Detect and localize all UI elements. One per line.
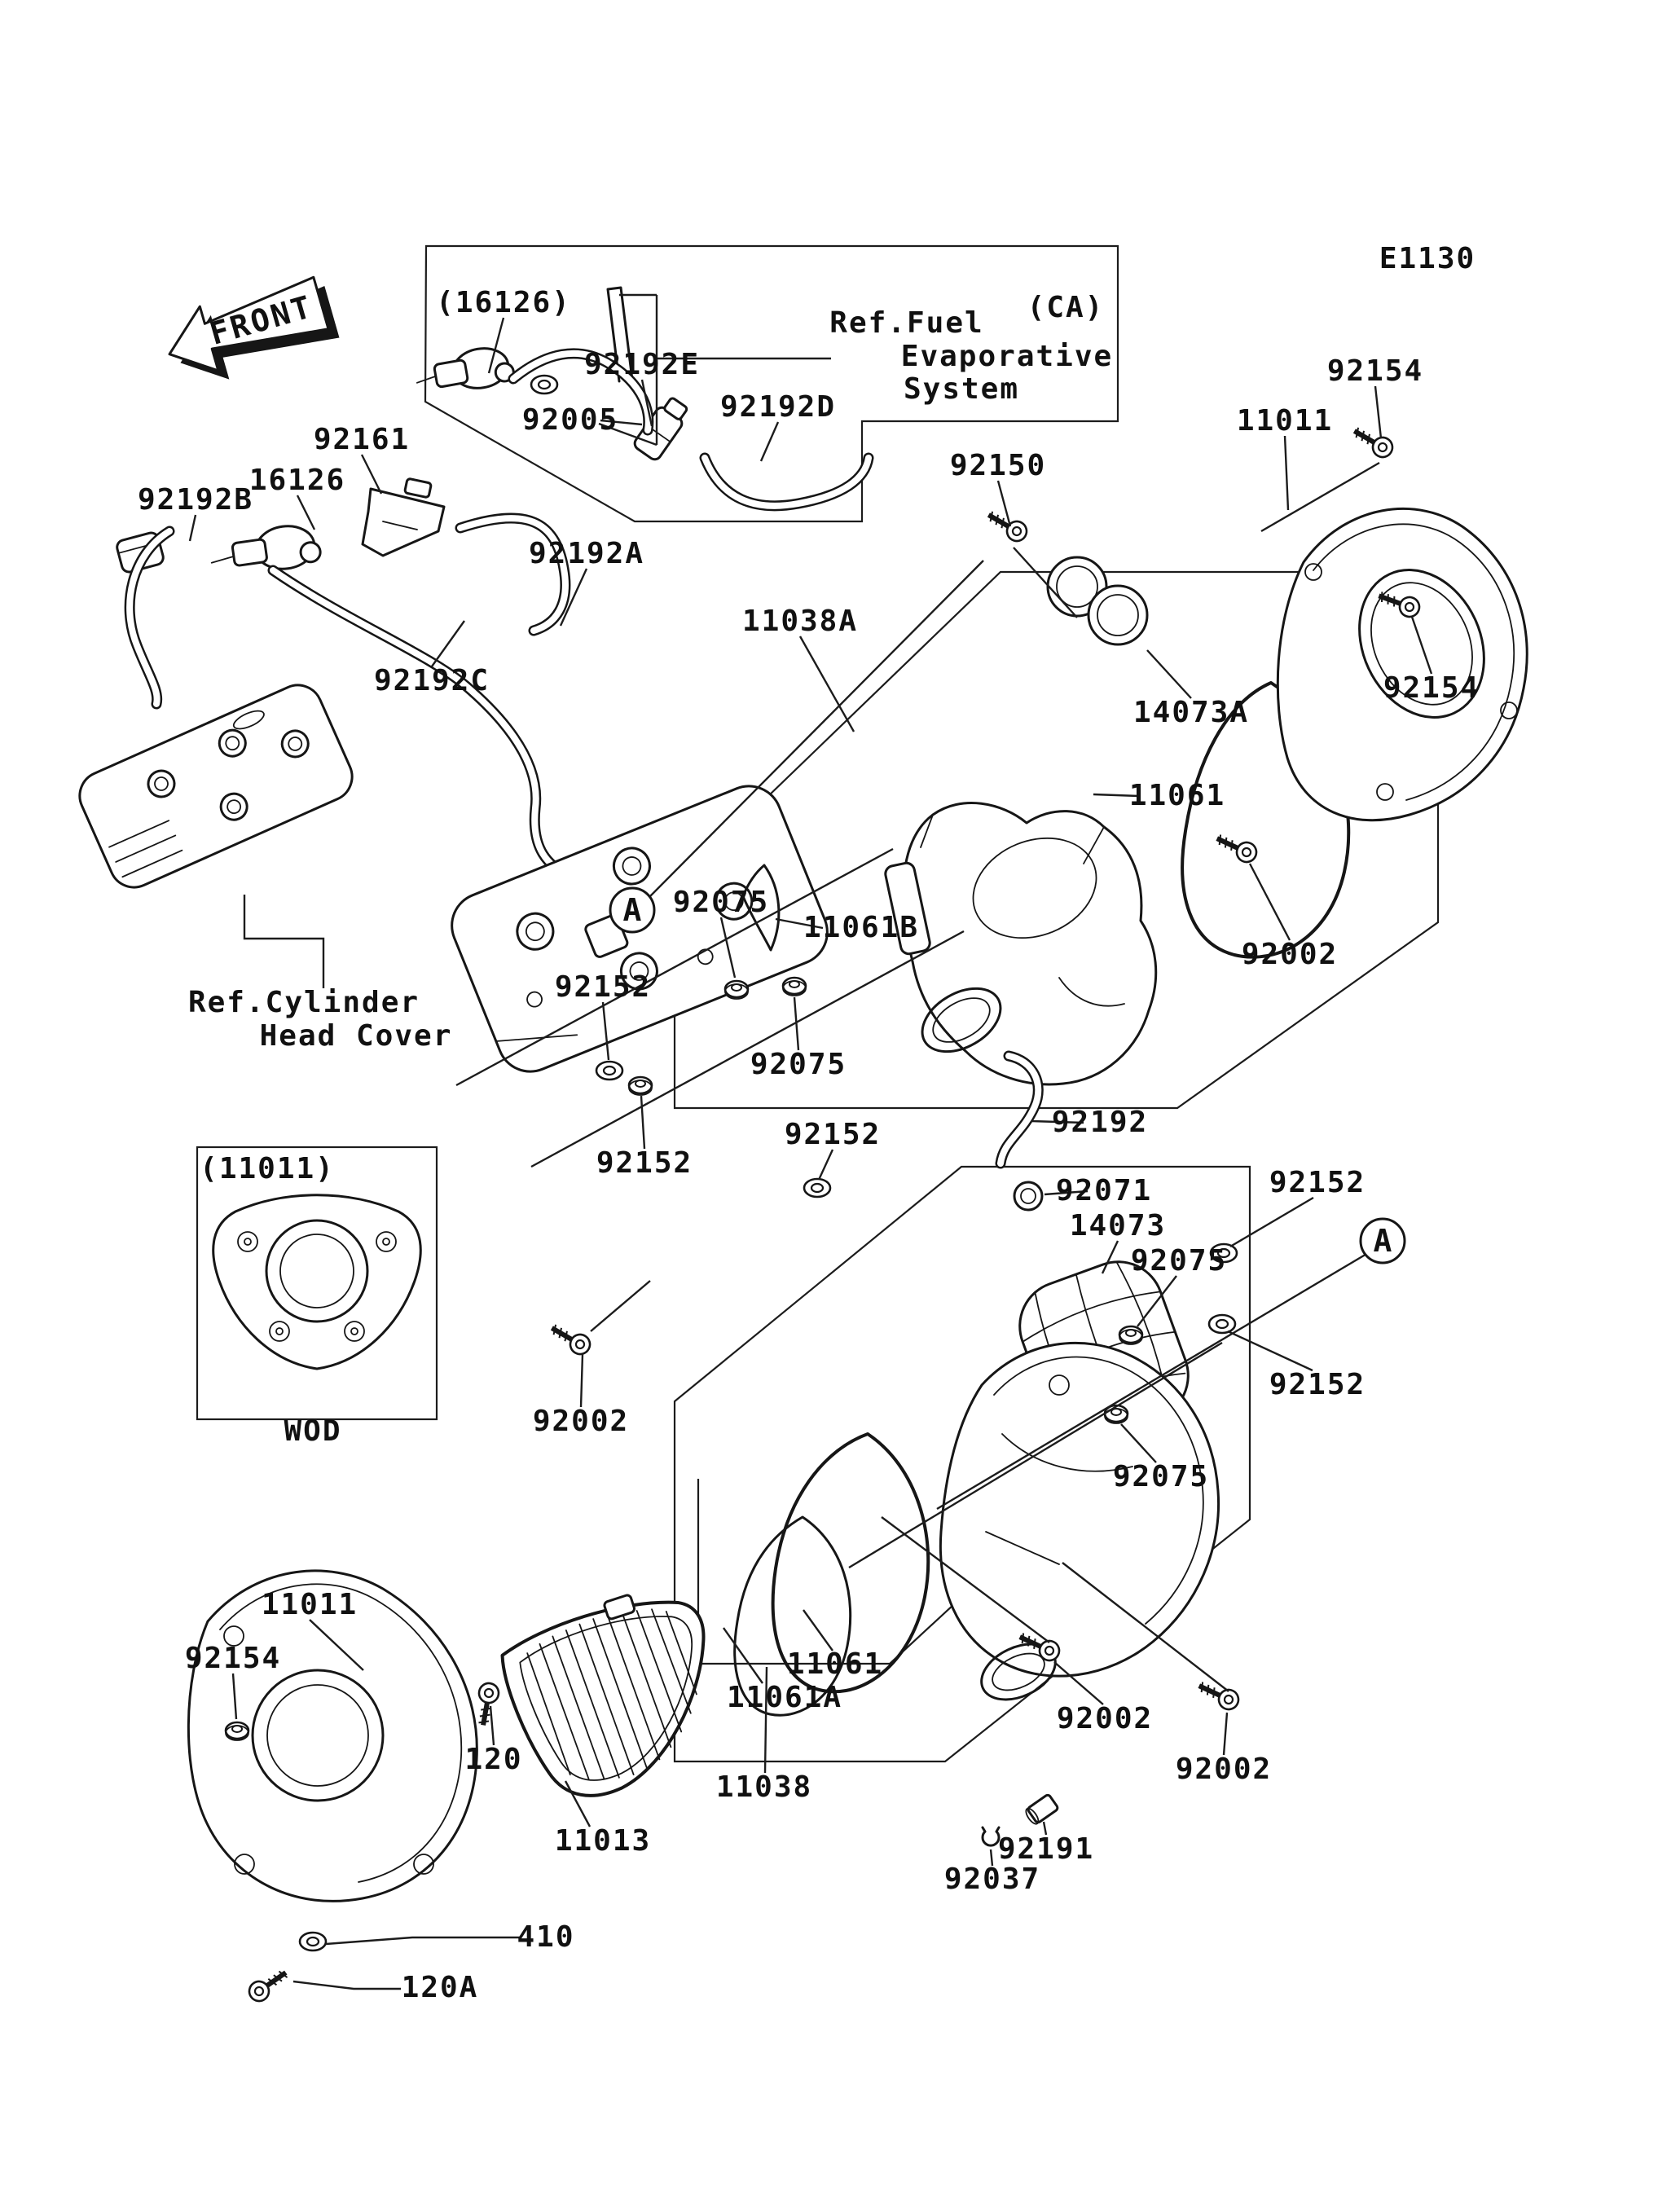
leader-line xyxy=(1375,386,1381,438)
cylinder-head-cover-1 xyxy=(72,677,359,895)
leader-line xyxy=(190,515,196,541)
part-label: 92154 xyxy=(184,1642,282,1675)
air-cleaner-housing-upper-11038A xyxy=(884,803,1156,1084)
part-label: 92192A xyxy=(528,537,645,570)
part-label: 11038A xyxy=(741,605,859,638)
nut-92075-right-icon xyxy=(1119,1326,1142,1344)
part-label: 92075 xyxy=(1112,1460,1210,1493)
part-label: 92192 xyxy=(1051,1106,1149,1139)
nut-92075-icon xyxy=(783,978,806,996)
part-label: 92150 xyxy=(949,449,1047,482)
part-label: 92152 xyxy=(1269,1368,1366,1401)
inset-box-wod xyxy=(197,1147,437,1419)
leader-line xyxy=(1224,1713,1227,1755)
part-label: 120A xyxy=(401,1971,479,2004)
washer-92152-icon xyxy=(596,1062,622,1080)
screw-120A-icon xyxy=(245,1964,291,2004)
fuel-evap-valve-16126-inset xyxy=(413,344,516,399)
part-label: Ref.Cylinder xyxy=(187,986,420,1019)
part-label: 92154 xyxy=(1383,671,1480,705)
bushing-92191-icon xyxy=(1023,1794,1058,1826)
nut-92152-icon xyxy=(629,1077,652,1095)
part-label: Head Cover xyxy=(259,1019,453,1053)
nut-92075-icon xyxy=(725,981,748,999)
part-label: 14073A xyxy=(1132,696,1250,729)
part-label: 92075 xyxy=(1130,1244,1228,1278)
part-label: 92002 xyxy=(1056,1702,1154,1735)
part-label: 92191 xyxy=(997,1832,1095,1866)
leader-line xyxy=(1228,1331,1313,1370)
part-label: Evaporative xyxy=(900,340,1114,373)
bolt-120-icon xyxy=(473,1682,500,1726)
leader-line xyxy=(581,1354,583,1407)
leader-line xyxy=(1250,864,1290,940)
part-label: WOD xyxy=(284,1414,342,1448)
part-label: 92152 xyxy=(596,1146,693,1180)
washer-92152-mid-icon xyxy=(804,1179,830,1197)
part-label: 11061B xyxy=(803,911,920,944)
leader-line xyxy=(803,1610,833,1651)
grommet-92071 xyxy=(1014,1182,1042,1210)
leader-line xyxy=(819,1150,833,1180)
screw-92154-icon xyxy=(1349,423,1396,461)
part-label: 92037 xyxy=(943,1863,1041,1896)
leader-line xyxy=(1230,1198,1313,1247)
leader-line xyxy=(244,895,323,988)
leader-line xyxy=(591,1281,650,1331)
part-label: 11061 xyxy=(1128,779,1226,812)
part-label: 92002 xyxy=(532,1405,630,1438)
part-label: 92152 xyxy=(554,970,652,1004)
part-label: 11011 xyxy=(1236,404,1334,438)
part-label: 92075 xyxy=(672,886,770,919)
part-label: Ref.Fuel xyxy=(829,306,984,340)
nut-92154-bottom-icon xyxy=(226,1722,248,1740)
part-label: 11038 xyxy=(715,1770,813,1804)
part-label: 92154 xyxy=(1326,354,1424,388)
clamp-92037-icon xyxy=(983,1827,999,1845)
air-cleaner-cover-11011-upper xyxy=(1278,508,1527,820)
part-label: 92002 xyxy=(1241,938,1339,971)
front-direction-arrow xyxy=(159,272,341,394)
part-label: 92002 xyxy=(1175,1753,1273,1786)
part-label: 92192B xyxy=(137,483,254,517)
part-label: 16126 xyxy=(248,464,346,497)
part-label: 11061 xyxy=(786,1647,884,1681)
screw-92002-right-icon xyxy=(1213,829,1260,865)
bracket-92161 xyxy=(363,478,444,556)
part-label: 11013 xyxy=(554,1824,652,1858)
detail-marker-letter: A xyxy=(1373,1223,1392,1259)
valve-16126 xyxy=(208,521,322,578)
leader-line xyxy=(490,1706,494,1745)
leader-line xyxy=(1285,436,1288,510)
part-label: 92152 xyxy=(1269,1166,1366,1199)
part-label: 92161 xyxy=(313,423,411,456)
part-label: 14073 xyxy=(1069,1209,1167,1242)
part-label: 410 xyxy=(517,1920,575,1954)
leader-line xyxy=(326,1937,520,1944)
part-label: E1130 xyxy=(1379,242,1476,275)
part-label: (16126) xyxy=(436,286,571,319)
leader-line xyxy=(761,422,778,461)
detail-marker-letter: A xyxy=(622,892,642,928)
part-label: 92071 xyxy=(1055,1174,1153,1207)
clamp-ring-icon xyxy=(531,376,557,394)
part-label: (CA) xyxy=(1027,291,1105,324)
part-label: 11061A xyxy=(726,1681,843,1714)
part-label: (11011) xyxy=(200,1152,335,1185)
part-label: 11011 xyxy=(261,1588,358,1621)
part-label: 92152 xyxy=(784,1118,882,1151)
part-label: 92192D xyxy=(719,390,837,424)
part-label: 92192E xyxy=(583,348,701,381)
part-label: 92075 xyxy=(750,1048,847,1081)
leader-line xyxy=(293,1981,401,1989)
part-label: 92192C xyxy=(373,664,490,697)
leader-line xyxy=(641,1096,644,1149)
leader-line xyxy=(297,495,314,530)
screw-92002-left-icon xyxy=(547,1320,593,1358)
washer-410-icon xyxy=(300,1933,326,1951)
part-label: 92005 xyxy=(521,403,619,437)
washer-92152-rb-icon xyxy=(1209,1315,1235,1333)
part-label: 120 xyxy=(464,1743,523,1776)
leader-line xyxy=(723,1628,763,1683)
air-cleaner-housing-lower-11038 xyxy=(940,1343,1218,1710)
front-arrow-text: FRONT xyxy=(205,288,318,352)
leader-line xyxy=(432,621,464,666)
part-label: System xyxy=(903,372,1020,406)
hose-92192D xyxy=(705,458,869,506)
filter-screen-11013 xyxy=(492,1576,742,1812)
hose-92192A xyxy=(460,518,565,631)
leader-line xyxy=(1147,650,1191,698)
wod-cover-view xyxy=(213,1195,421,1369)
